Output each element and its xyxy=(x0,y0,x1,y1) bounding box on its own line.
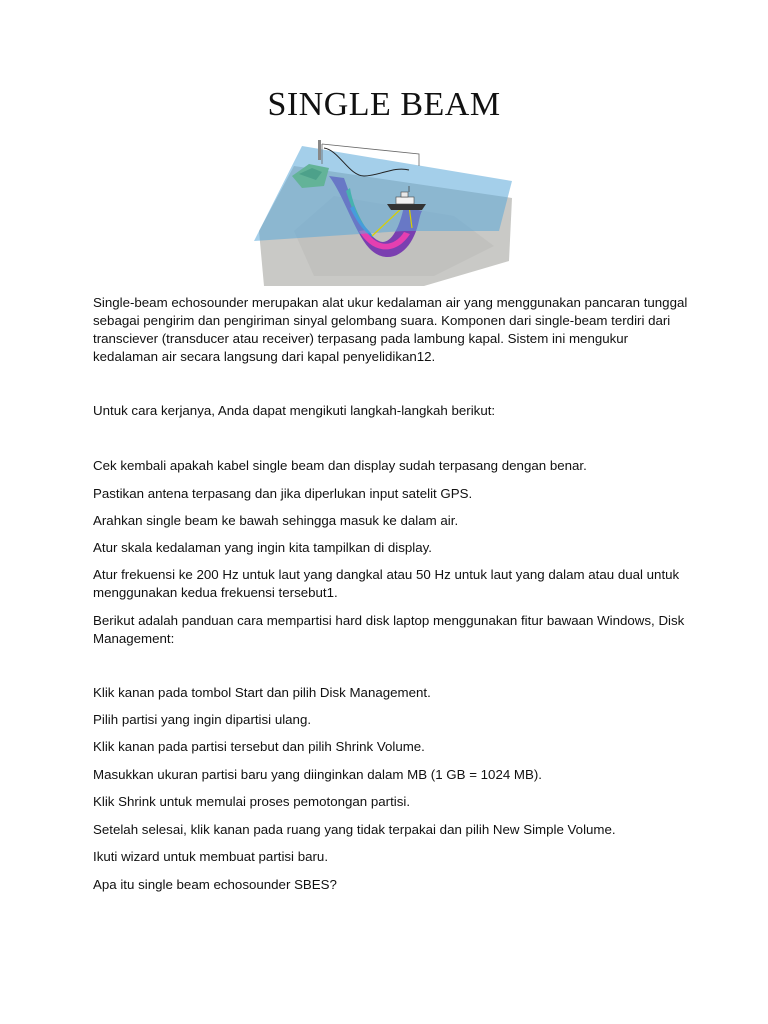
step-item: Atur frekuensi ke 200 Hz untuk laut yang dangkal atau 50 Hz untuk laut yang dalam atau dual untuk menggunakan kedua frekuensi tersebut1. xyxy=(93,567,680,600)
partition-step: Klik kanan pada tombol Start dan pilih Disk Management. xyxy=(93,685,431,700)
partition-step: Pilih partisi yang ingin dipartisi ulang. xyxy=(93,712,312,727)
single-beam-illustration xyxy=(254,136,514,286)
steps-intro: Untuk cara kerjanya, Anda dapat mengikuti langkah-langkah berikut: xyxy=(93,403,496,418)
page-title: SINGLE BEAM xyxy=(267,86,501,123)
partition-step: Setelah selesai, klik kanan pada ruang yang tidak terpakai dan pilih New Simple Volume. xyxy=(93,822,616,837)
step-item: Cek kembali apakah kabel single beam dan display sudah terpasang dengan benar. xyxy=(93,458,587,473)
step-item: Arahkan single beam ke bawah sehingga masuk ke dalam air. xyxy=(93,513,459,528)
partition-intro: Berikut adalah panduan cara mempartisi hard disk laptop menggunakan fitur bawaan Windows, Disk Management: xyxy=(93,613,685,646)
partition-step: Klik Shrink untuk memulai proses pemotongan partisi. xyxy=(93,794,411,809)
seafloor-survey-image xyxy=(254,136,514,286)
intro-paragraph: Single-beam echosounder merupakan alat ukur kedalaman air yang menggunakan pancaran tunggal sebagai pengirim dan pengiriman sinyal gelombang suara. Komponen dari single-beam terdiri dari transciever (transducer atau receiver) terpasang pada lambung kapal. Sistem ini mengukur kedalaman air secara langsung dari kapal penyelidikan12. xyxy=(93,295,688,364)
step-item: Atur skala kedalaman yang ingin kita tampilkan di display. xyxy=(93,540,433,555)
partition-step: Masukkan ukuran partisi baru yang diinginkan dalam MB (1 GB = 1024 MB). xyxy=(93,767,542,782)
partition-step: Ikuti wizard untuk membuat partisi baru. xyxy=(93,849,329,864)
closing-question: Apa itu single beam echosounder SBES? xyxy=(93,877,337,892)
partition-step: Klik kanan pada partisi tersebut dan pilih Shrink Volume. xyxy=(93,739,425,754)
step-item: Pastikan antena terpasang dan jika diperlukan input satelit GPS. xyxy=(93,486,473,501)
